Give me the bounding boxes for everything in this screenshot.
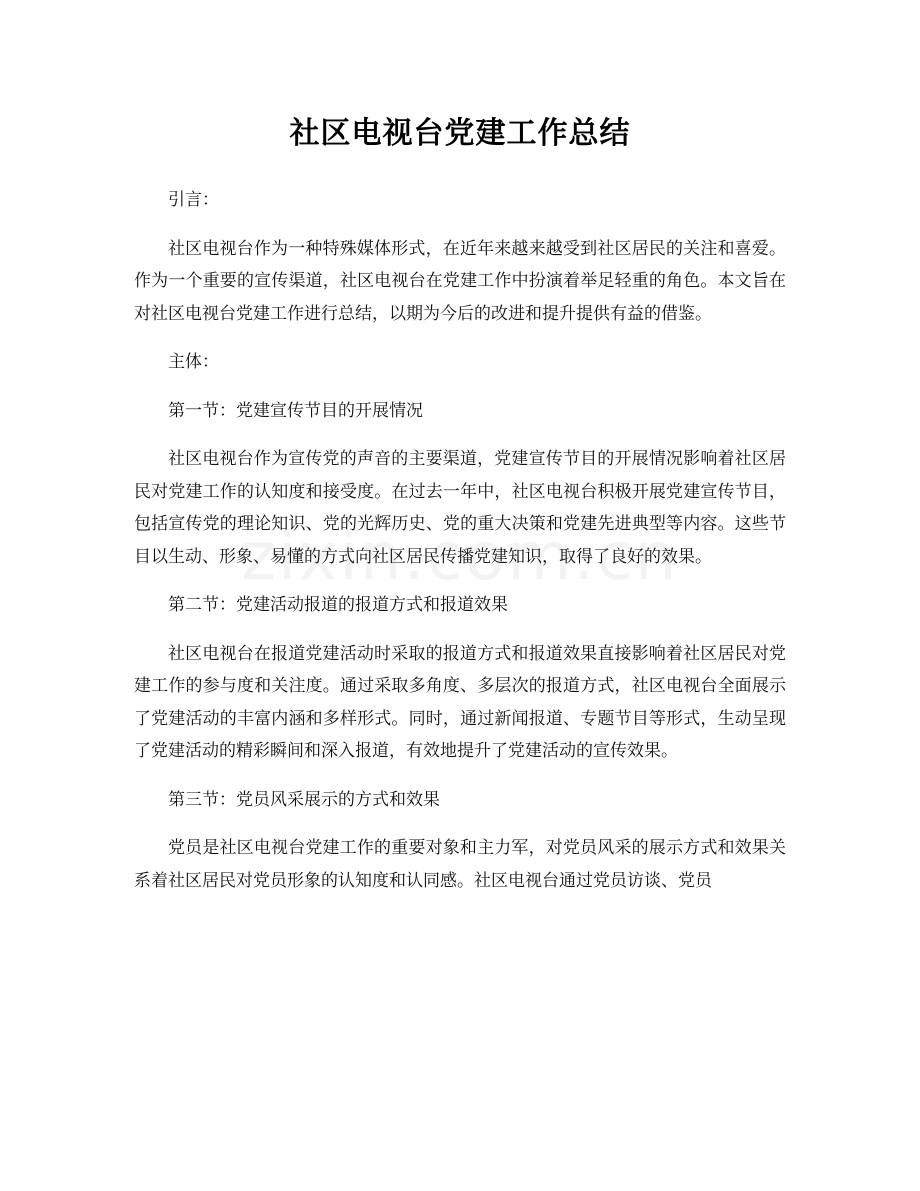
document-title: 社区电视台党建工作总结 (289, 116, 631, 151)
intro-heading: 引言： (168, 190, 219, 210)
section-3-heading: 第三节：党员风采展示的方式和效果 (168, 789, 440, 810)
document-body (134, 184, 786, 913)
intro-paragraph: 社区电视台作为一种特殊媒体形式，在近年来越来越受到社区居民的关注和喜爱。作为一个重要的宣传渠道，社区电视台在党建工作中扮演着举足轻重的角色。本文旨在对社区电视台党建工作进行总结，以期为今后的改进和提升提供有益的借鉴。 (134, 238, 786, 324)
body-heading: 主体： (168, 352, 219, 372)
section-2-heading: 第二节：党建活动报道的报道方式和报道效果 (168, 595, 508, 615)
section-1-paragraph: 社区电视台作为宣传党的声音的主要渠道，党建宣传节目的开展情况影响着社区居民对党建工作的认知度和接受度。在过去一年中，社区电视台积极开展党建宣传节目，包括宣传党的理论知识、党的光辉历史、党的重大决策和党建先进典型等内容。这些节目以生动、形象、易懂的方式向社区居民传播党建知识，取得了良好的效果。 (134, 449, 786, 567)
section-3-paragraph: 党员是社区电视台党建工作的重要对象和主力军，对党员风采的展示方式和效果关系着社区居民对党员形象的认知度和认同感。社区电视台通过党员访谈、党员 (134, 838, 786, 891)
section-1-heading: 第一节：党建宣传节目的开展情况 (168, 400, 423, 421)
section-2-paragraph: 社区电视台在报道党建活动时采取的报道方式和报道效果直接影响着社区居民对党建工作的参与度和关注度。通过采取多角度、多层次的报道方式，社区电视台全面展示了党建活动的丰富内涵和多样形式。同时，通过新闻报道、专题节目等形式，生动呈现了党建活动的精彩瞬间和深入报道，有效地提升了党建活动的宣传效果。 (134, 643, 786, 761)
